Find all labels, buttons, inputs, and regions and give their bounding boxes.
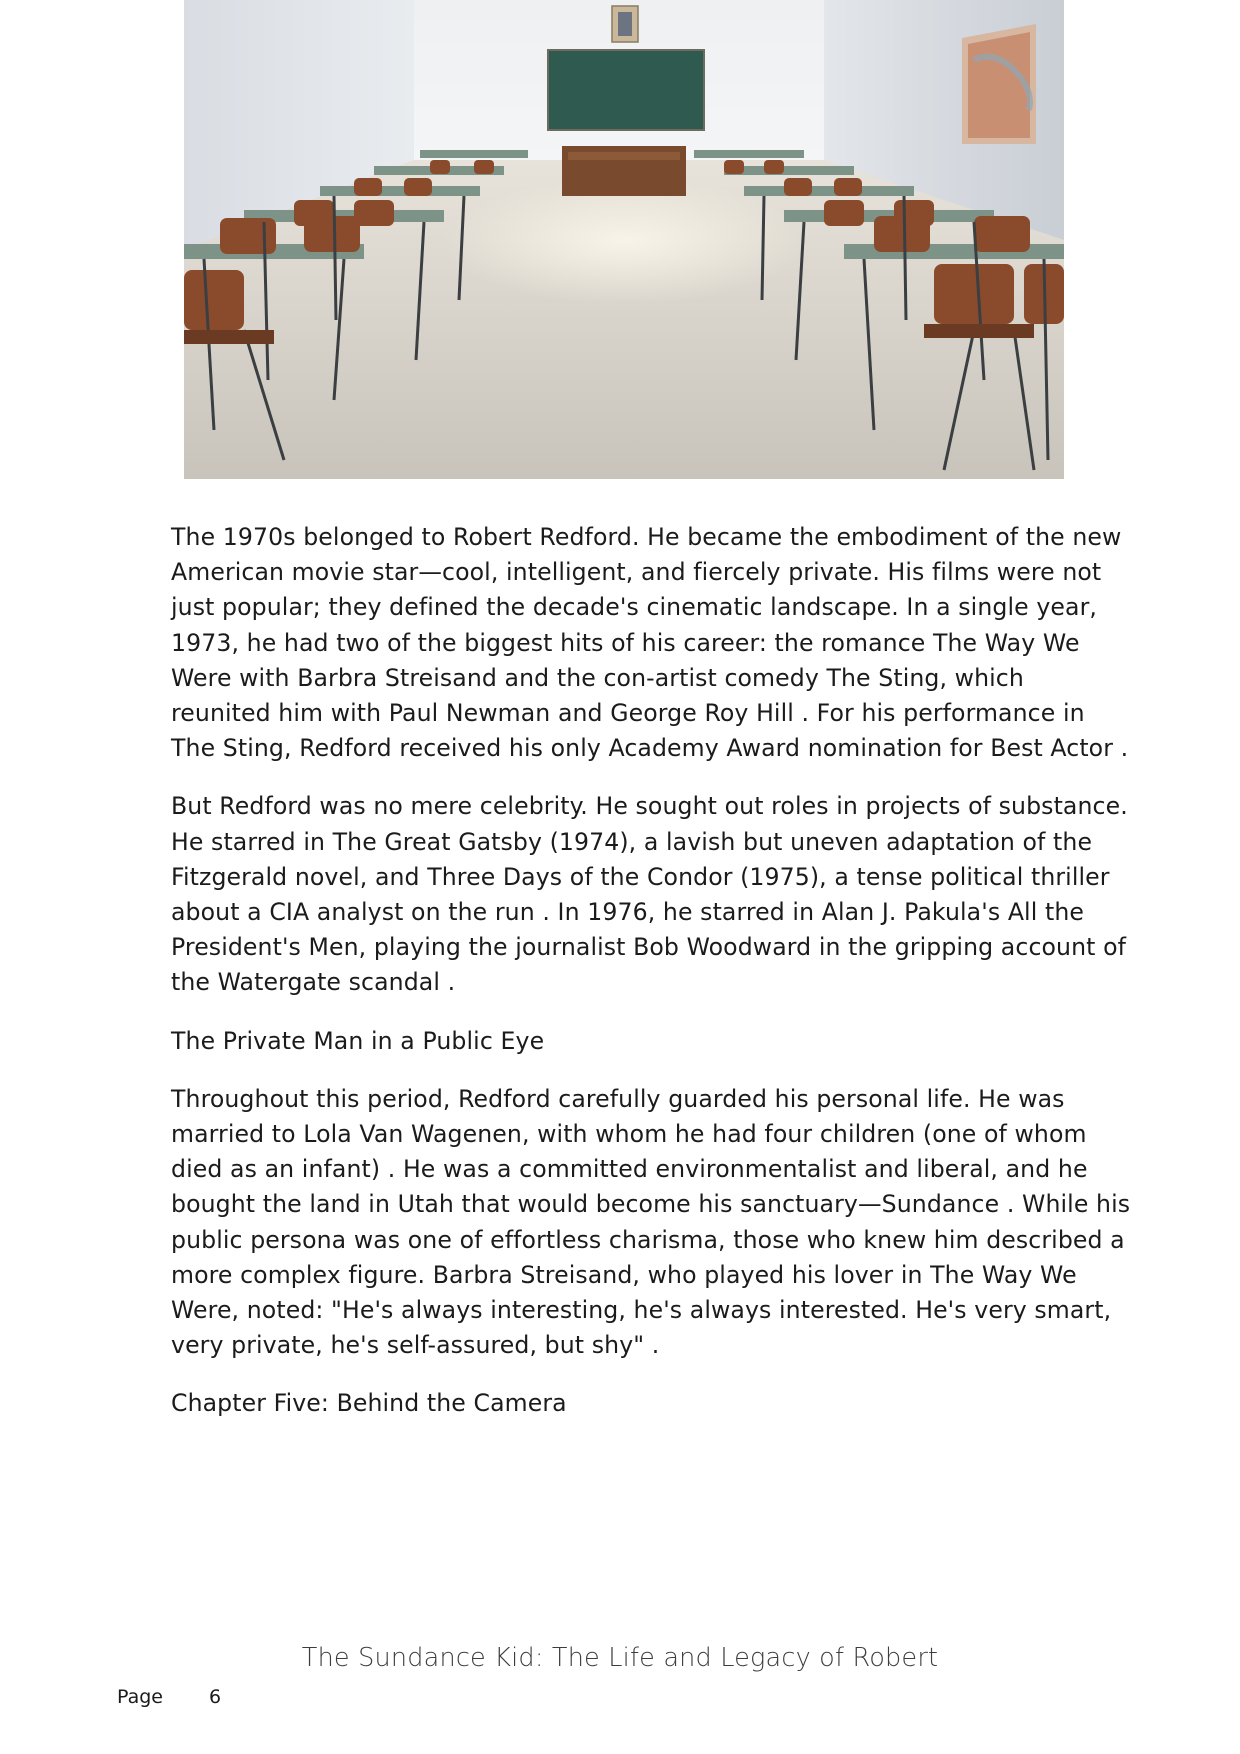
classroom-photo-icon xyxy=(184,0,1064,479)
footer-book-title: The Sundance Kid: The Life and Legacy of Robert xyxy=(301,1643,939,1673)
paragraph-roles: But Redford was no mere celebrity. He sought out roles in projects of substance. He starred in The Great Gatsby (1974), a lavish but uneven adaptation of the Fitzgerald novel, and Three Days of the Condor (1975), a tense political thriller about a CIA analyst on the run . In 1976, he starred in Alan J. Pakula's All the President's Men, playing the journalist Bob Woodward in the gripping account of the Watergate scandal . xyxy=(171,792,1128,997)
chapter-heading-behind-camera: Chapter Five: Behind the Camera xyxy=(171,1389,567,1418)
page-label: Page xyxy=(117,1686,163,1708)
paragraph-1970s: The 1970s belonged to Robert Redford. He became the embodiment of the new American movie star—cool, intelligent, and fiercely private. His films were not just popular; they defined the decade's cinematic landscape. In a single year, 1973, he had two of the biggest hits of his career: the romance The Way We Were with Barbra Streisand and the con-artist comedy The Sting, which reunited him with Paul Newman and George Roy Hill . For his performance in The Sting, Redford received his only Academy Award nomination for Best Actor . xyxy=(171,523,1129,763)
page-number: 6 xyxy=(209,1686,222,1708)
classroom-photo xyxy=(184,0,1064,479)
paragraph-personal-life: Throughout this period, Redford carefully guarded his personal life. He was married to Lola Van Wagenen, with whom he had four children (one of whom died as an infant) . He was a committed environmentalist and liberal, and he bought the land in Utah that would become his sanctuary—Sundance . While his public persona was one of effortless charisma, those who knew him described a more complex figure. Barbra Streisand, who played his lover in The Way We Were, noted: "He's always interesting, he's always interested. He's very smart, very private, he's self-assured, but shy" . xyxy=(171,1084,1131,1360)
section-heading-private-man: The Private Man in a Public Eye xyxy=(171,1026,545,1055)
article-body xyxy=(171,520,1131,1445)
